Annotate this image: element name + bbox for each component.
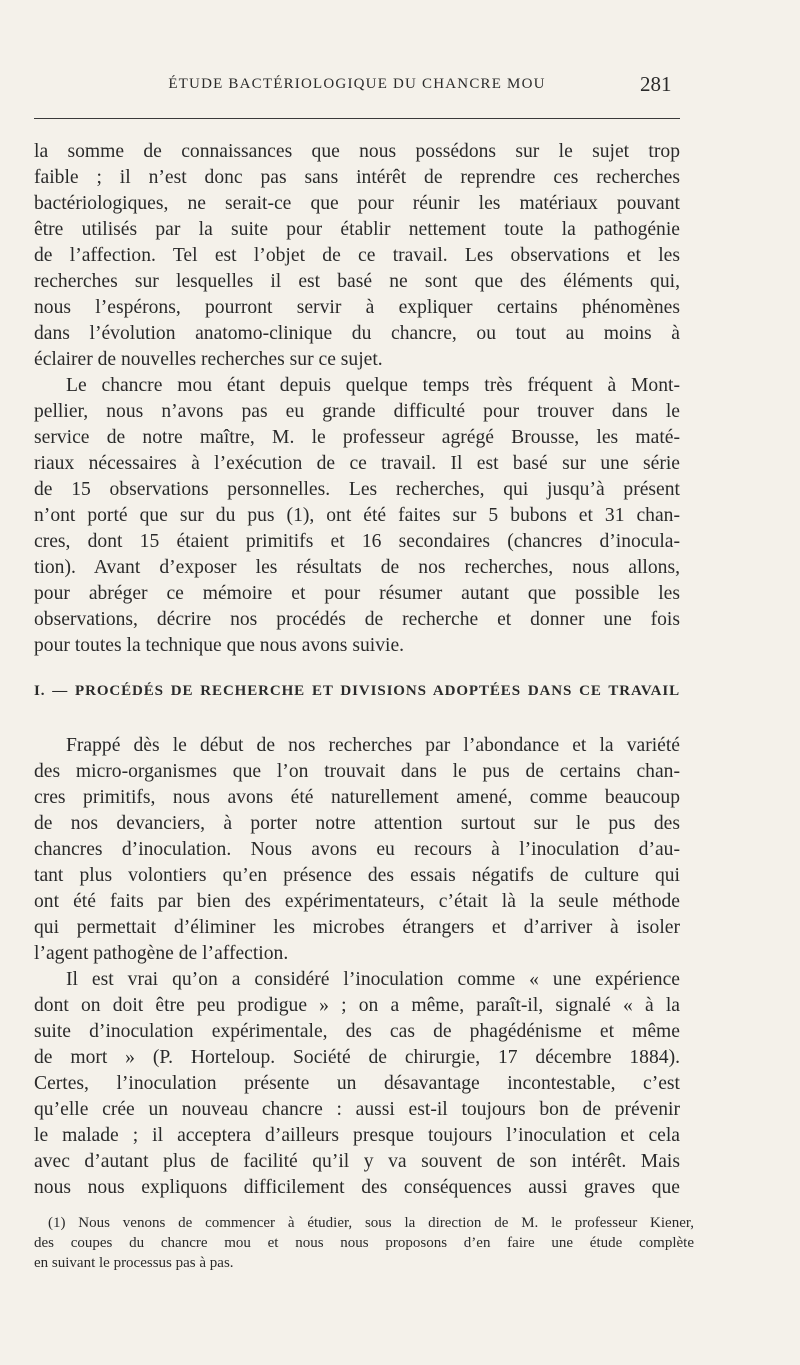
text-line: de l’affection. Tel est l’objet de ce travail. Les observations et les [34, 245, 680, 266]
footnote-line: en suivant le processus pas à pas. [34, 1255, 234, 1271]
text-line: avec d’autant plus de facilité qu’il y va souvent de son intérêt. Mais [34, 1151, 680, 1172]
text-line: des micro-organismes que l’on trouvait dans le pus de certains chan- [34, 761, 680, 782]
text-line: nous l’espérons, pourront servir à expliquer certains phénomènes [34, 297, 680, 318]
text-line: n’ont porté que sur du pus (1), ont été faites sur 5 bubons et 31 chan- [34, 505, 680, 526]
text-line: cres primitifs, nous avons été naturellement amené, comme beaucoup [34, 787, 680, 808]
text-line: bactériologiques, ne serait-ce que pour réunir les matériaux pouvant [34, 193, 680, 214]
page-number: 281 [640, 72, 672, 96]
text-line: qu’elle crée un nouveau chancre : aussi est-il toujours bon de prévenir [34, 1099, 680, 1120]
text-line: faible ; il n’est donc pas sans intérêt de reprendre ces recherches [34, 167, 680, 188]
text-line: tant plus volontiers qu’en présence des essais négatifs de culture qui [34, 865, 680, 886]
text-line: ont été faits par bien des expérimentateurs, c’était là la seule méthode [34, 891, 680, 912]
text-line: dont on doit être peu prodigue » ; on a même, paraît-il, signalé « à la [34, 995, 680, 1016]
text-line: pour toutes la technique que nous avons suivie. [34, 635, 405, 656]
text-line: pellier, nous n’avons pas eu grande difficulté pour trouver dans le [34, 401, 680, 422]
text-line: chancres d’inoculation. Nous avons eu recours à l’inoculation d’au- [34, 839, 680, 860]
text-line: de 15 observations personnelles. Les recherches, qui jusqu’à présent [34, 479, 680, 500]
text-line: tion). Avant d’exposer les résultats de nos recherches, nous allons, [34, 557, 680, 578]
text-line: service de notre maître, M. le professeur agrégé Brousse, les maté- [34, 427, 680, 448]
text-line: être utilisés par la suite pour établir nettement toute la pathogénie [34, 219, 680, 240]
header-rule [34, 118, 680, 119]
text-line: Frappé dès le début de nos recherches par l’abondance et la variété [66, 735, 680, 756]
text-line: suite d’inoculation expérimentale, des cas de phagédénisme et même [34, 1021, 680, 1042]
text-line: riaux nécessaires à l’exécution de ce travail. Il est basé sur une série [34, 453, 680, 474]
text-line: la somme de connaissances que nous possédons sur le sujet trop [34, 141, 680, 162]
text-line: de nos devanciers, à porter notre attention surtout sur le pus des [34, 813, 680, 834]
text-line: cres, dont 15 étaient primitifs et 16 secondaires (chancres d’inocula- [34, 531, 680, 552]
text-line: de mort » (P. Horteloup. Société de chirurgie, 17 décembre 1884). [34, 1047, 680, 1068]
text-line: recherches sur lesquelles il est basé ne sont que des éléments qui, [34, 271, 680, 292]
text-line: qui permettait d’éliminer les microbes étrangers et d’arriver à isoler [34, 917, 680, 938]
text-line: dans l’évolution anatomo-clinique du chancre, ou tout au moins à [34, 323, 680, 344]
section-heading: I. — PROCÉDÉS DE RECHERCHE ET DIVISIONS ADOPTÉES DANS CE TRAVAIL [34, 683, 680, 699]
text-line: Certes, l’inoculation présente un désavantage incontestable, c’est [34, 1073, 680, 1094]
running-header: ÉTUDE BACTÉRIOLOGIQUE DU CHANCRE MOU [168, 76, 546, 92]
text-line: pour abréger ce mémoire et pour résumer autant que possible les [34, 583, 680, 604]
text-line: Il est vrai qu’on a considéré l’inoculation comme « une expérience [66, 969, 680, 990]
footnote-line: (1) Nous venons de commencer à étudier, sous la direction de M. le professeur Kiener, [48, 1215, 694, 1231]
text-line: observations, décrire nos procédés de recherche et donner une fois [34, 609, 680, 630]
footnote-line: des coupes du chancre mou et nous nous proposons d’en faire une étude complète [34, 1235, 694, 1251]
text-line: nous nous expliquons difficilement des conséquences aussi graves que [34, 1177, 680, 1198]
text-line: Le chancre mou étant depuis quelque temps très fréquent à Mont- [66, 375, 680, 396]
text-line: l’agent pathogène de l’affection. [34, 943, 289, 964]
text-line: le malade ; il acceptera d’ailleurs presque toujours l’inoculation et cela [34, 1125, 680, 1146]
text-line: éclairer de nouvelles recherches sur ce sujet. [34, 349, 383, 370]
